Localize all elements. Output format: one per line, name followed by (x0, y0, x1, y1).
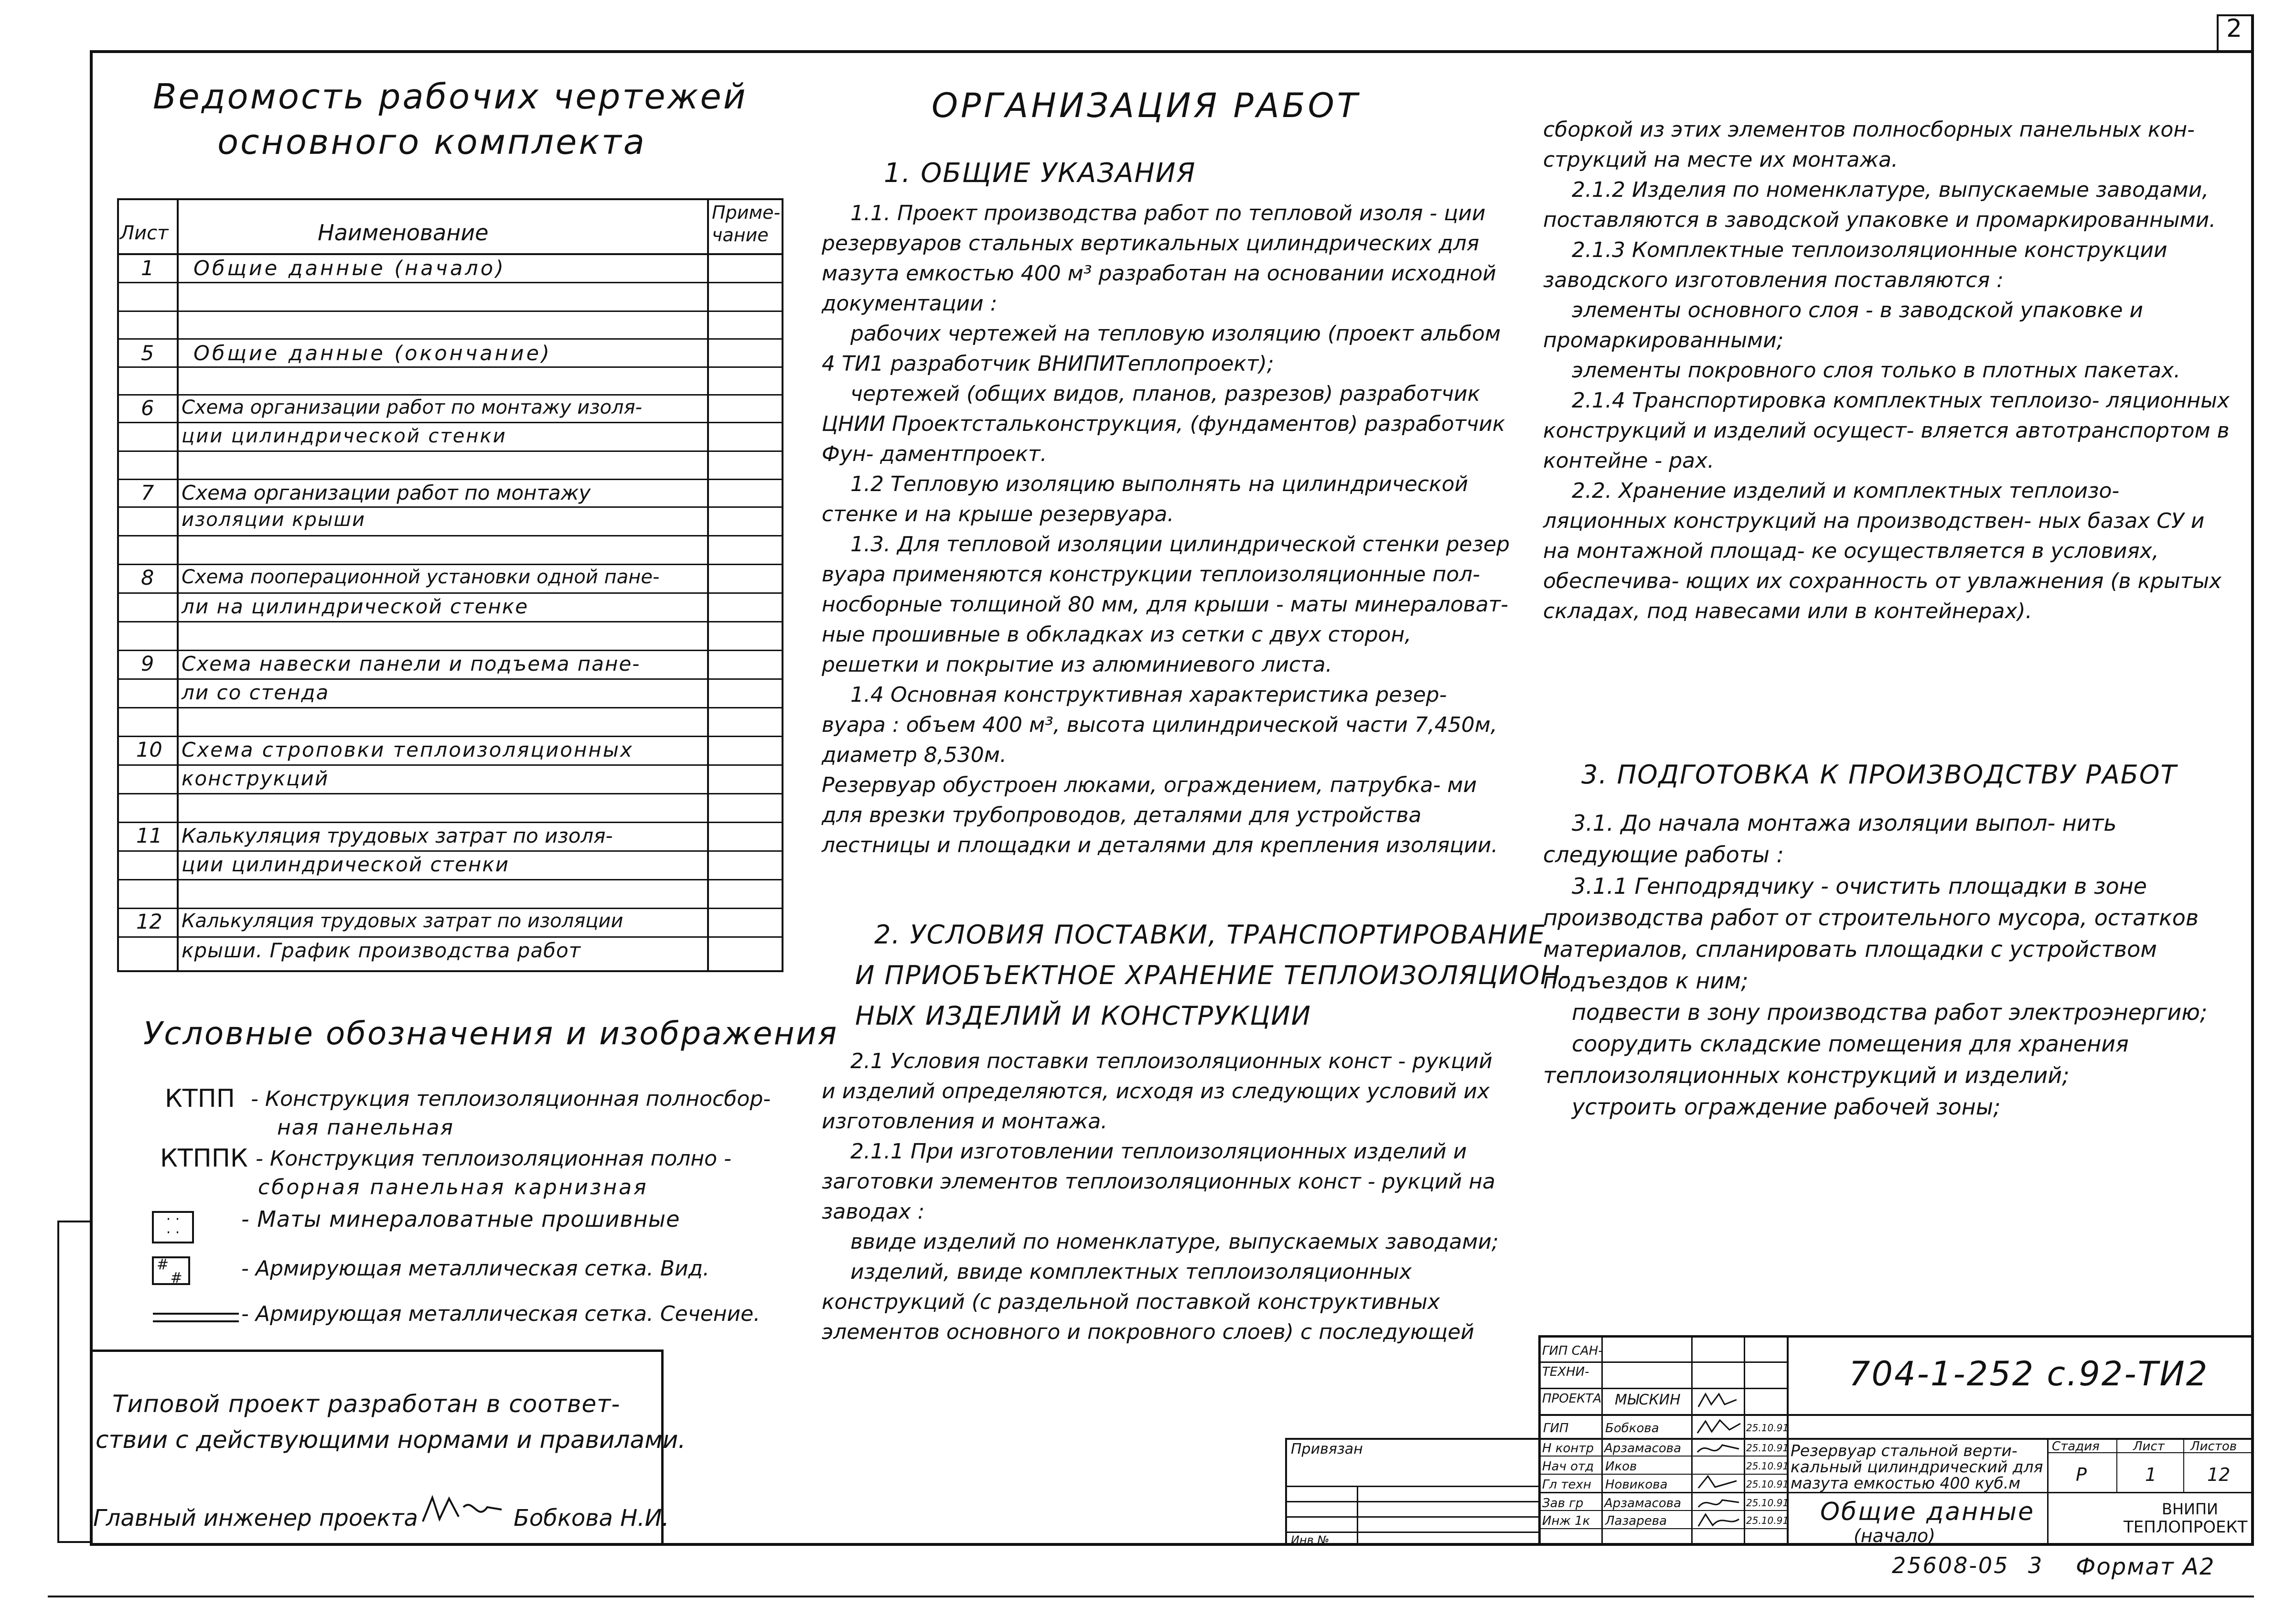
outer-bottom-line (48, 1596, 2254, 1597)
sheet-value: 1 (2145, 1464, 2157, 1485)
section2-title-line2: И ПРИОБЪЕКТНОЕ ХРАНЕНИЕ ТЕПЛОИЗОЛЯЦИОН- (855, 960, 1571, 990)
para: 1.1. Проект производства работ по тепловой изоля - ции резервуаров стальных вертикальных цилиндрических для мазута емкостью 400 м³ разработан на основании исходной документации : (822, 201, 1496, 316)
legend-ktpp-abbr: КТПП (165, 1084, 235, 1113)
binding-strip-bottom (57, 1541, 91, 1543)
date: 25.10.91 (1746, 1460, 1789, 1472)
row-name-line1: Схема строповки теплоизоляционных (182, 738, 633, 761)
para: 2.2. Хранение изделий и комплектных теплоизо- ляционных конструкций на производствен- ных базах СУ и на монтажной площад- ке осуществляется в условиях, обеспечива- ющих их сохранность от увлажнения (в крытых складах, под навесами или в контейнерах). (1543, 479, 2222, 623)
para: 1.3. Для тепловой изоляции цилиндрической стенки резер вуара применяются конструкции теплоизоляционные пол- носборные толщиной 80 мм, для крыши - маты минераловат- ные прошивные в обкладках из сетки с двух сторон, решетки и покрытие из алюминиевого листа. (822, 532, 1510, 677)
sheet-list-title-line1: Ведомость рабочих чертежей (153, 76, 748, 117)
para: подвести в зону производства работ электроэнергию; (1572, 999, 2208, 1025)
para: изделий, ввиде комплектных теплоизоляционных конструкций (с раздельной поставкой конструктивных элементов основного и покровного слоев) с последующей (822, 1260, 1474, 1344)
person-name: Лазарева (1605, 1514, 1667, 1528)
organization-line1: ВНИПИ (2162, 1500, 2218, 1518)
row-number: 7 (141, 481, 154, 505)
legend-ktpp-line1: - Конструкция теплоизоляционная полносбор- (251, 1087, 771, 1111)
row-name-line2: конструкций (182, 767, 329, 790)
mesh-view-symbol-icon: # # (152, 1256, 190, 1285)
organization-line2: ТЕПЛОПРОЕКТ (2124, 1518, 2248, 1537)
mats-symbol-icon: · · · · (152, 1211, 194, 1243)
row-name-line1: Калькуляция трудовых затрат по изоля- (182, 824, 613, 847)
role: Н контр (1542, 1441, 1594, 1456)
date: 25.10.91 (1746, 1442, 1789, 1454)
sheet-list-title-line2: основного комплекта (217, 122, 646, 162)
row-number: 9 (141, 652, 154, 676)
person-name: Арзамасова (1604, 1441, 1682, 1456)
para: 3.1.1 Генподрядчику - очистить площадки в зоне производства работ от строительного мусора, остатков материалов, спланировать площадки с устройством подъездов к ним; (1543, 873, 2199, 994)
object-line1: Резервуар стальной верти- (1791, 1441, 2017, 1460)
section3-title: 3. ПОДГОТОВКА К ПРОИЗВОДСТВУ РАБОТ (1581, 760, 2178, 790)
document-name-line2: (начало) (1854, 1525, 1936, 1546)
row-name-line2: ции цилиндрической стенки (182, 853, 509, 876)
para: сборкой из этих элементов полносборных панельных кон- струкций на месте их монтажа. (1543, 118, 2195, 172)
page-number: 2 (2226, 14, 2242, 43)
para: Резервуар обустроен люками, ограждением, патрубка- ми для врезки трубопроводов, деталями для устройства лестницы и площадки и деталями для крепления изоляции. (822, 773, 1498, 857)
copy-number: 3 (2028, 1553, 2042, 1578)
col-header-note-1: Приме- (712, 202, 781, 223)
inventory-number: 25608-05 (1892, 1553, 2009, 1578)
role: Инж 1к (1542, 1514, 1590, 1528)
section2-body (822, 1046, 1510, 1347)
frame-left (90, 50, 93, 1546)
row-name-line2: ции цилиндрической стенки (182, 425, 507, 447)
legend-mats: - Маты минераловатные прошивные (241, 1206, 680, 1232)
person-name: Новикова (1605, 1478, 1668, 1492)
right-column-body (1543, 115, 2231, 626)
section2-title-line3: НЫХ ИЗДЕЛИЙ И КОНСТРУКЦИИ (855, 1001, 1312, 1031)
para: устроить ограждение рабочей зоны; (1572, 1094, 2001, 1120)
gip-label-2: ТЕХНИ- (1542, 1365, 1589, 1379)
signatures (1694, 1416, 1744, 1545)
row-name-line1: Калькуляция трудовых затрат по изоляции (182, 910, 623, 932)
row-number: 1 (141, 257, 154, 280)
row-name-line1: Общие данные (начало) (193, 257, 506, 280)
title-block (1538, 1335, 2254, 1545)
para: 2.1.4 Транспортировка комплектных теплоизо- ляционных конструкций и изделий осущест- вляется автотранспортом в контейне - рах. (1543, 388, 2230, 473)
chief-engineer-label: Главный инженер проекта (93, 1505, 418, 1532)
main-title: ОРГАНИЗАЦИЯ РАБОТ (932, 86, 1361, 125)
drawing-code: 704-1-252 с.92-ТИ2 (1849, 1354, 2209, 1393)
binding-strip-left (57, 1221, 59, 1543)
stage-value: Р (2076, 1464, 2087, 1485)
col-header-note-2: чание (712, 225, 769, 246)
row-name-line2: ли со стенда (182, 681, 330, 704)
row-name-line2: крыши. График производства работ (182, 939, 581, 962)
legend-ktppk-abbr: КТППК (160, 1144, 248, 1173)
gip-label-3: ПРОЕКТА (1542, 1392, 1602, 1406)
legend-ktpp-line2: ная панельная (277, 1115, 454, 1140)
person-name: Бобкова (1605, 1421, 1659, 1436)
object-line2: кальный цилиндрический для (1791, 1457, 2043, 1476)
para: 2.1 Условия поставки теплоизоляционных конст - рукций и изделий определяются, исходя из следующих условий их изготовления и монтажа. (822, 1049, 1492, 1134)
row-number: 6 (141, 396, 154, 420)
row-number: 10 (136, 738, 162, 762)
date: 25.10.91 (1746, 1422, 1789, 1434)
legend-title: Условные обозначения и изображения (143, 1015, 838, 1052)
paper-format: Формат А2 (2076, 1553, 2215, 1580)
legend-ktppk-line2: сборная панельная карнизная (258, 1175, 648, 1200)
object-line3: мазута емкостью 400 куб.м (1791, 1474, 2021, 1492)
chief-engineer-name: Бобкова Н.И. (514, 1505, 669, 1532)
row-name-line1: Схема организации работ по монтажу изоля- (182, 396, 643, 418)
para: соорудить складские помещения для хранения теплоизоляционных конструкций и изделий; (1543, 1031, 2129, 1088)
row-number: 12 (136, 910, 162, 934)
privyazan-label: Привязан (1291, 1441, 1363, 1457)
date: 25.10.91 (1746, 1497, 1789, 1509)
gip-signature (1696, 1390, 1739, 1412)
stamp-line2: ствии с действующими нормами и правилами. (96, 1426, 686, 1454)
para: элементы покровного слоя только в плотных пакетах. (1572, 358, 2181, 383)
stamp-line1: Типовой проект разработан в соответ- (112, 1390, 621, 1418)
legend-mesh-section: - Армирующая металлическая сетка. Сечение. (241, 1302, 761, 1326)
row-name-line1: Схема пооперационной установки одной пане- (182, 566, 660, 588)
row-name-line1: Схема навески панели и подъема пане- (182, 652, 641, 675)
row-name-line1: Общие данные (окончание) (193, 342, 552, 365)
gip-label-1: ГИП САН- (1542, 1344, 1603, 1358)
frame-top (90, 50, 2254, 53)
role: Зав гр (1542, 1496, 1584, 1511)
row-name-line2: ли на цилиндрической стенке (182, 595, 529, 618)
para: 1.4 Основная конструктивная характеристика резер- вуара : объем 400 м³, высота цилиндрической части 7,450м, диаметр 8,530м. (822, 683, 1497, 767)
para: 2.1.3 Комплектные теплоизоляционные конструкции заводского изготовления поставляются : (1543, 238, 2167, 292)
date: 25.10.91 (1746, 1478, 1789, 1490)
frame-right (2251, 14, 2254, 1546)
row-number: 5 (141, 342, 154, 365)
sheets-header: Листов (2190, 1439, 2237, 1454)
document-name-line1: Общие данные (1820, 1498, 2035, 1526)
row-name-line2: изоляции крыши (182, 509, 366, 531)
para: рабочих чертежей на тепловую изоляцию (проект альбом 4 ТИ1 разработчик ВНИПИТеплопроект); (822, 321, 1501, 376)
gip-name: МЫСКИН (1615, 1392, 1681, 1408)
chief-engineer-signature (420, 1493, 506, 1531)
stamp-box-top (90, 1350, 663, 1352)
person-name: Иков (1605, 1459, 1637, 1474)
para: ввиде изделий по номенклатуре, выпускаемых заводами; (850, 1230, 1499, 1254)
role: Нач отд (1542, 1459, 1594, 1474)
col-header-sheet: Лист (120, 222, 169, 244)
para: 2.1.1 При изготовлении теплоизоляционных изделий и заготовки элементов теплоизоляционных конст - рукций на заводах : (822, 1139, 1495, 1224)
mesh-section-symbol-icon (153, 1313, 239, 1322)
col-header-name: Наименование (318, 220, 489, 246)
para: элементы основного слоя - в заводской упаковке и промаркированными; (1543, 298, 2143, 353)
section1-body (822, 198, 1510, 860)
person-name: Арзамасова (1604, 1496, 1682, 1511)
role: Гл техн (1542, 1478, 1591, 1492)
inventory-label: Инв № (1291, 1533, 1330, 1547)
date: 25.10.91 (1746, 1515, 1789, 1526)
page-number-box-left (2217, 14, 2219, 53)
binding-box (1285, 1438, 1538, 1545)
para: 3.1. До начала монтажа изоляции выпол- нить следующие работы : (1543, 810, 2117, 868)
sheet-header: Лист (2133, 1439, 2165, 1454)
section2-title-line1: 2. УСЛОВИЯ ПОСТАВКИ, ТРАНСПОРТИРОВАНИЕ (874, 920, 1546, 950)
para: чертежей (общих видов, планов, разрезов) разработчик ЦНИИ Проектстальконструкция, (фундаментов) разработчик Фун- даментпроект. (822, 382, 1505, 466)
sheets-value: 12 (2207, 1464, 2231, 1485)
para: 1.2 Тепловую изоляцию выполнять на цилиндрической стенке и на крыше резервуара. (822, 472, 1469, 526)
role: ГИП (1543, 1421, 1569, 1436)
stage-header: Стадия (2052, 1439, 2100, 1454)
section1-title: 1. ОБЩИЕ УКАЗАНИЯ (884, 158, 1196, 189)
para: 2.1.2 Изделия по номенклатуре, выпускаемые заводами, поставляются в заводской упаковке и промаркированными. (1543, 178, 2216, 232)
legend-mesh-view: - Армирующая металлическая сетка. Вид. (241, 1256, 710, 1281)
row-name-line1: Схема организации работ по монтажу (182, 481, 591, 504)
binding-strip-top (57, 1221, 91, 1222)
legend-ktppk-line1: - Конструкция теплоизоляционная полно - (256, 1146, 731, 1171)
section3-body (1543, 807, 2231, 1123)
sheet-list-table (117, 198, 783, 972)
row-number: 11 (136, 824, 162, 848)
row-number: 8 (141, 566, 154, 590)
